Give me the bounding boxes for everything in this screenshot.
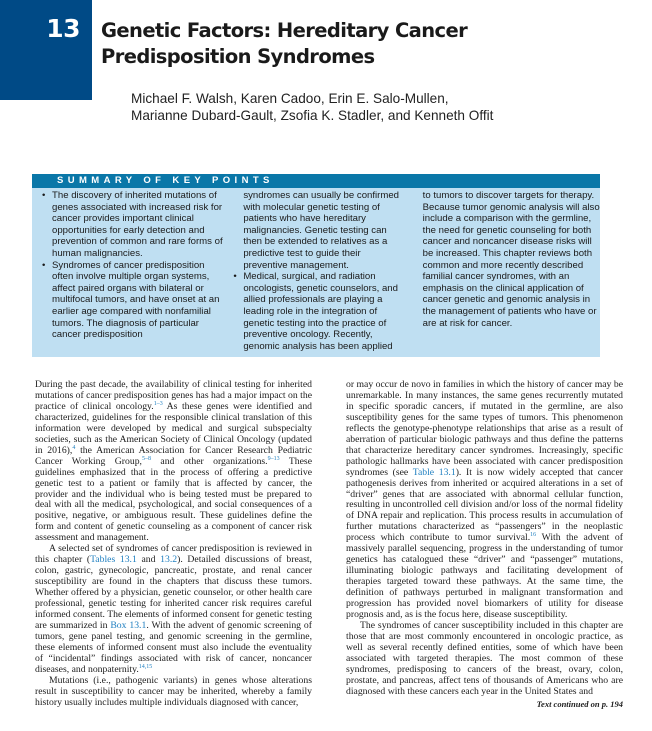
box-link[interactable]: Box 13.1 [110,619,147,631]
key-points-box [32,174,600,357]
key-points-column-1 [32,190,227,352]
citation-link[interactable]: 16 [530,532,537,539]
authors-line-2: Marianne Dubard-Gault, Zsofia K. Stadler, and Kenneth Offit [131,108,494,123]
key-point-item: • The discovery of inherited mutations of genes associated with increased risk for cancer provides important clinical opportunities for early detection and prevention of common and rare forms of human malignancies. [42,190,223,259]
paragraph: The syndromes of cancer susceptibility included in this chapter are those that are most commonly encountered in oncologic practice, as well as several recently defined entities, some of which have been associated with targeted therapies. The most common of these syndromes, predisposing to cancers of the breast, ovary, colon, prostate, and pancreas, affect tens of thousands of Americans who are diagnosed with these cancers each year in the United States and [346,619,623,697]
paragraph: During the past decade, the availability of clinical testing for inherited mutations of cancer predisposition genes has had a major impact on the practice of clinical oncology.$^{1-3}$ As these genes were identified and characterized, guidelines for the responsible clinical translation of this information were developed by medical and surgical subspecialty societies, such as the American Society of Clinical Oncology (updated in 2016),$^4$ the American Association for Cancer Research Pediatric Cancer Working Group,$^{5-8}$ and other organizations.$^{9-13}$ These guidelines emphasized that in the process of offering a predictive genetic test to a patient or family that is affected by cancer, the provider and the individual who is being tested must be prepared to deal with all the medical, psychological, and social consequences of a positive, negative, or ambiguous result. These guidelines define the form and content of genetic counseling as a component of cancer risk assessment and management. [35,379,313,544]
authors-line-1: Michael F. Walsh, Karen Cadoo, Erin E. Salo-Mullen, [131,91,449,106]
citation-link[interactable]: 14,15 [138,663,153,670]
body-column-left [35,380,312,710]
key-points-heading: SUMMARY OF KEY POINTS [32,174,600,188]
table-link[interactable]: Table 13.1 [412,466,456,478]
key-point-continuation: to tumors to discover targets for therapy. Because tumor genomic analysis will also include a comparison with the germline, the need for genetic counseling for both cancer and noncancer disease risks will be increased. This chapter reviews both common and more recently described familial cancer syndromes, with an emphasis on the clinical application of cancer genetic and genomic analysis in the management of patients who have or are at risk for cancer. [422,190,600,329]
continued-note: Text continued on p. 194 [536,698,623,709]
paragraph: or may occur de novo in families in which the history of cancer may be unremarkable. In many instances, the same genes recurrently mutated in specific sporadic cancers, if mutated in the germline, are also susceptibility genes for the same types of tumors. This phenomenon reflects the genotype-phenotype relationships that arise as a result of aberration of particular biologic pathways and thus define the patterns that characterize hereditary cancer syndromes. Increasingly, specific pathologic hallmarks have been associated with cancer predisposition syndromes (see Table 13.1). It is now widely accepted that cancer pathogenesis derives from inherited or acquired alterations in a set of “driver” genes that are associated with abnormal cellular function, resulting in uncontrolled cell division and/or loss of the normal fidelity of DNA repair and replication. This process results in accumulation of further mutations characterized as “passengers” in the neoplastic process which contribute to tumor survival.$^{16}$ With the advent of massively parallel sequencing, progress in the understanding of tumor genetics has catalogued these “driver” and “passenger” mutations, illuminating biologic pathways and facilitating development of therapies targeted toward these pathways. At the same time, the definition of pathways perturbed in malignant transformation and progression has provided novel biomarkers of utility for disease prognosis and, as is the focus here, disease susceptibility. [346,379,623,621]
bullet-icon: • [42,190,46,201]
key-point-continuation: syndromes can usually be confirmed with molecular genetic testing of patients who have hereditary malignancies. Genetic testing can then be extended to relatives as a predictive test to guide their preventive management. [243,190,400,271]
paragraph: Mutations (i.e., pathogenic variants) in genes whose alterations result in susceptibility to cancer may be inherited, whereby a family history usually includes multiple individuals diagnosed with cancer, [35,674,312,708]
key-point-item: • Medical, surgical, and radiation oncologists, genetic counselors, and allied professionals are playing a leading role in the integration of genetic testing into the practice of preventive oncology. Recently, genomic analysis has been applied [233,271,398,352]
table-link[interactable]: Tables 13.1 [90,554,137,566]
key-point-item: • Syndromes of cancer predisposition often involve multiple organ systems, affect paired organs with bilateral or multifocal tumors, and have onset at an earlier age compared with nonfamilial tumors. The diagnosis of particular cancer predisposition [42,259,220,341]
citation-link[interactable]: 4 [72,444,76,451]
citation-link[interactable]: 9–13 [267,455,280,462]
chapter-number-block [0,0,92,100]
table-link[interactable]: 13.2 [160,554,178,566]
chapter-number: 13 [46,14,80,43]
chapter-title [101,18,621,70]
body-column-right [346,380,623,710]
author-list [131,90,611,124]
bullet-icon: • [233,271,237,283]
citation-link[interactable]: 1–3 [153,400,163,407]
key-points-column-3 [423,190,600,352]
citation-link[interactable]: 5–8 [141,455,151,462]
chapter-title-line-1: Genetic Factors: Hereditary Cancer [101,19,468,42]
paragraph: A selected set of syndromes of cancer predisposition is reviewed in this chapter (Tables 13.1 and 13.2). Detailed discussions of breast, colon, gastric, gynecologic, pancreatic, prostate, and renal cancer susceptibility are found in the chapters that discuss these tumors. Whether offered by a physician, genetic counselor, or other health care professional, genetic testing for inherited cancer risk requires careful informed consent. The elements of informed consent for genetic testing are summarized in Box 13.1. With the advent of genomic screening of tumors, gene panel testing, and genomic screening in the germline, these elements of informed consent must also include the eventuality of “incidental” findings associated with risk of cancer, noncancer diseases, and nonpaternity.$^{14,15}$ [35,543,312,675]
body-text [35,380,623,710]
chapter-title-line-2: Predisposition Syndromes [101,45,375,68]
key-points-column-2 [229,190,406,352]
bullet-icon: • [42,259,46,271]
